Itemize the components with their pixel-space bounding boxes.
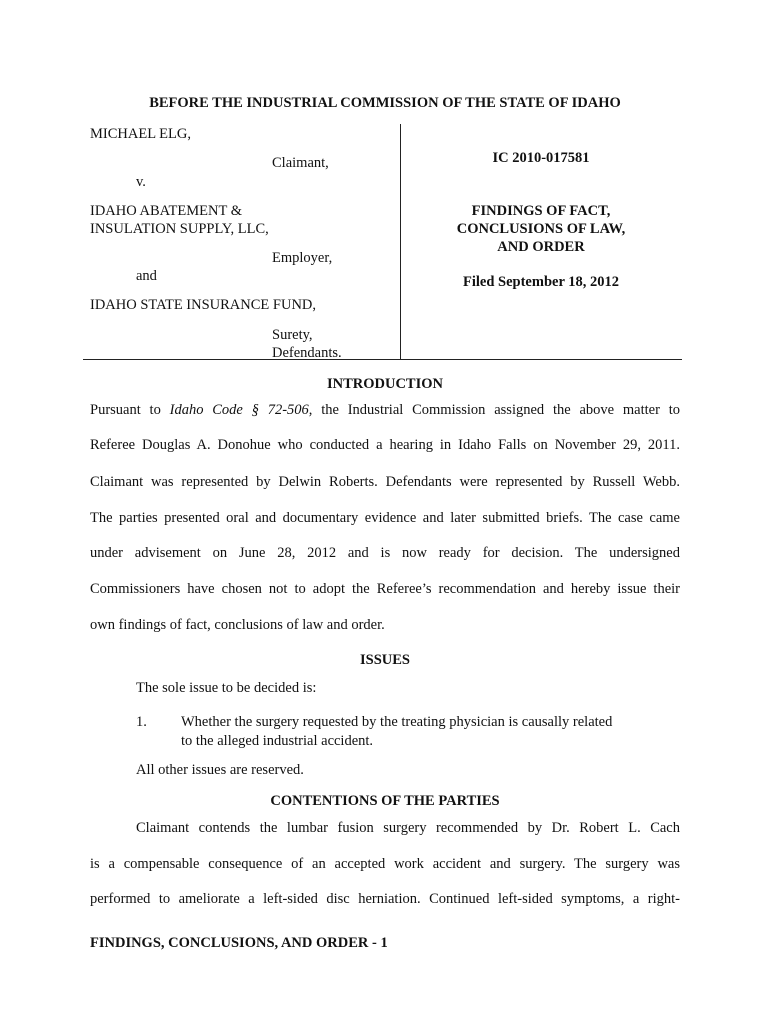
issue-item-line2: to the alleged industrial accident. <box>181 733 374 749</box>
issues-heading: ISSUES <box>360 652 410 668</box>
case-number: IC 2010-017581 <box>492 150 590 166</box>
caption-divider-vertical <box>400 124 401 360</box>
issue-item-line1: Whether the surgery requested by the treating physician is causally related <box>181 714 613 730</box>
surety-role: Surety, <box>272 327 313 343</box>
statute-citation: Idaho Code § 72-506 <box>169 402 309 418</box>
issues-intro: The sole issue to be decided is: <box>136 680 317 696</box>
caption-divider-horizontal <box>83 359 682 360</box>
contentions-paragraph-line: Claimant contends the lumbar fusion surgery recommended by Dr. Robert L. Cach <box>136 820 680 836</box>
surety-name: IDAHO STATE INSURANCE FUND, <box>90 297 317 313</box>
contentions-paragraph-line: performed to ameliorate a left-sided disc herniation. Continued left-sided symptoms, a right- <box>90 891 680 907</box>
issues-reserved: All other issues are reserved. <box>136 762 304 778</box>
defendants-role: Defendants. <box>272 345 342 361</box>
intro-paragraph-line: Commissioners have chosen not to adopt the Referee’s recommendation and hereby issue their <box>90 581 680 597</box>
document-title-line3: AND ORDER <box>497 239 585 255</box>
page-footer: FINDINGS, CONCLUSIONS, AND ORDER - 1 <box>90 935 388 951</box>
filed-date: Filed September 18, 2012 <box>463 274 619 290</box>
employer-name-line2: INSULATION SUPPLY, LLC, <box>90 221 269 237</box>
intro-paragraph-line: Referee Douglas A. Donohue who conducted a hearing in Idaho Falls on November 29, 2011. <box>90 437 680 453</box>
commission-title: BEFORE THE INDUSTRIAL COMMISSION OF THE STATE OF IDAHO <box>149 95 621 111</box>
employer-role: Employer, <box>272 250 333 266</box>
and-conjunction: and <box>136 268 157 284</box>
issue-item-number: 1. <box>136 714 147 730</box>
contentions-heading: CONTENTIONS OF THE PARTIES <box>270 793 500 809</box>
contentions-paragraph-line: is a compensable consequence of an accepted work accident and surgery. The surgery was <box>90 856 680 872</box>
intro-paragraph-line: own findings of fact, conclusions of law and order. <box>90 617 385 633</box>
document-title-line2: CONCLUSIONS OF LAW, <box>456 221 626 237</box>
intro-paragraph-line: under advisement on June 28, 2012 and is now ready for decision. The undersigned <box>90 545 680 561</box>
claimant-name: MICHAEL ELG, <box>90 126 191 142</box>
intro-paragraph-line: The parties presented oral and documentary evidence and later submitted briefs. The case came <box>90 510 680 526</box>
employer-name-line1: IDAHO ABATEMENT & <box>90 203 242 219</box>
intro-paragraph-line: Pursuant to Idaho Code § 72-506, the Industrial Commission assigned the above matter to <box>90 402 680 418</box>
intro-paragraph-line: Claimant was represented by Delwin Roberts. Defendants were represented by Russell Webb. <box>90 474 680 490</box>
versus: v. <box>136 174 146 190</box>
introduction-heading: INTRODUCTION <box>326 376 443 392</box>
document-title-line1: FINDINGS OF FACT, <box>471 203 611 219</box>
claimant-role: Claimant, <box>272 155 329 171</box>
